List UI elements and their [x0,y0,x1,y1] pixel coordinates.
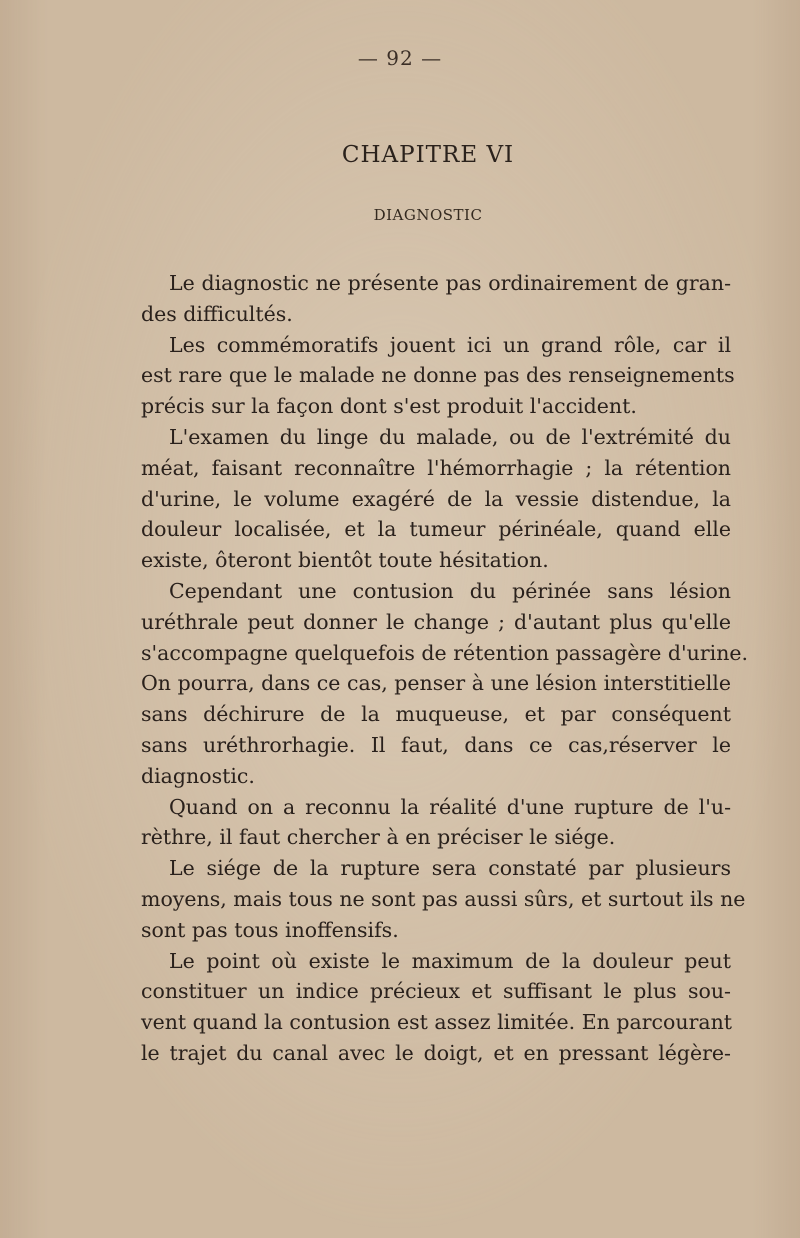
text-line: L'examen du linge du malade, ou de l'extrémité du [169,424,731,449]
text-line: On pourra, dans ce cas, penser à une lésion interstitielle [141,671,731,696]
text-line: Le point où existe le maximum de la douleur peut [169,948,731,973]
text-line: douleur localisée, et la tumeur périnéale, quand elle [141,517,731,542]
text-line: sans uréthrorhagie. Il faut, dans ce cas,réserver le [141,732,731,757]
text-line: méat, faisant reconnaître l'hémorrhagie ; la rétention [141,455,731,480]
chapter-title: CHAPITRE VI [341,142,515,168]
section-title: DIAGNOSTIC [373,206,483,224]
text-line: Les commémoratifs jouent ici un grand rôle, car il [169,332,731,357]
page-number: — 92 — [357,46,443,70]
text-line: rèthre, il faut chercher à en préciser le siége. [141,825,616,850]
text-line: sont pas tous inoffensifs. [141,917,399,942]
text-line: est rare que le malade ne donne pas des renseignements [141,363,735,388]
text-line: constituer un indice précieux et suffisant le plus sou- [141,979,731,1004]
text-line: Quand on a reconnu la réalité d'une rupture de l'u- [169,794,731,819]
text-line: précis sur la façon dont s'est produit l'accident. [141,394,637,419]
text-line: d'urine, le volume exagéré de la vessie distendue, la [141,486,731,511]
body-text [141,268,749,1069]
text-line: existe, ôteront bientôt toute hésitation. [141,548,549,573]
text-line: Cependant une contusion du périnée sans lésion [169,578,731,603]
text-line: uréthrale peut donner le change ; d'autant plus qu'elle [141,609,731,634]
text-line: Le siége de la rupture sera constaté par plusieurs [169,856,731,881]
text-line: Le diagnostic ne présente pas ordinairement de gran- [169,271,731,295]
text-line: moyens, mais tous ne sont pas aussi sûrs, et surtout ils ne [141,886,746,911]
text-line: des difficultés. [141,301,293,326]
text-line: s'accompagne quelquefois de rétention passagère d'urine. [141,640,749,665]
text-line: sans déchirure de la muqueuse, et par conséquent [141,702,731,727]
text-line: vent quand la contusion est assez limitée. En parcourant [141,1010,733,1035]
text-line: diagnostic. [141,763,255,788]
text-line: le trajet du canal avec le doigt, et en pressant légère- [141,1040,731,1065]
